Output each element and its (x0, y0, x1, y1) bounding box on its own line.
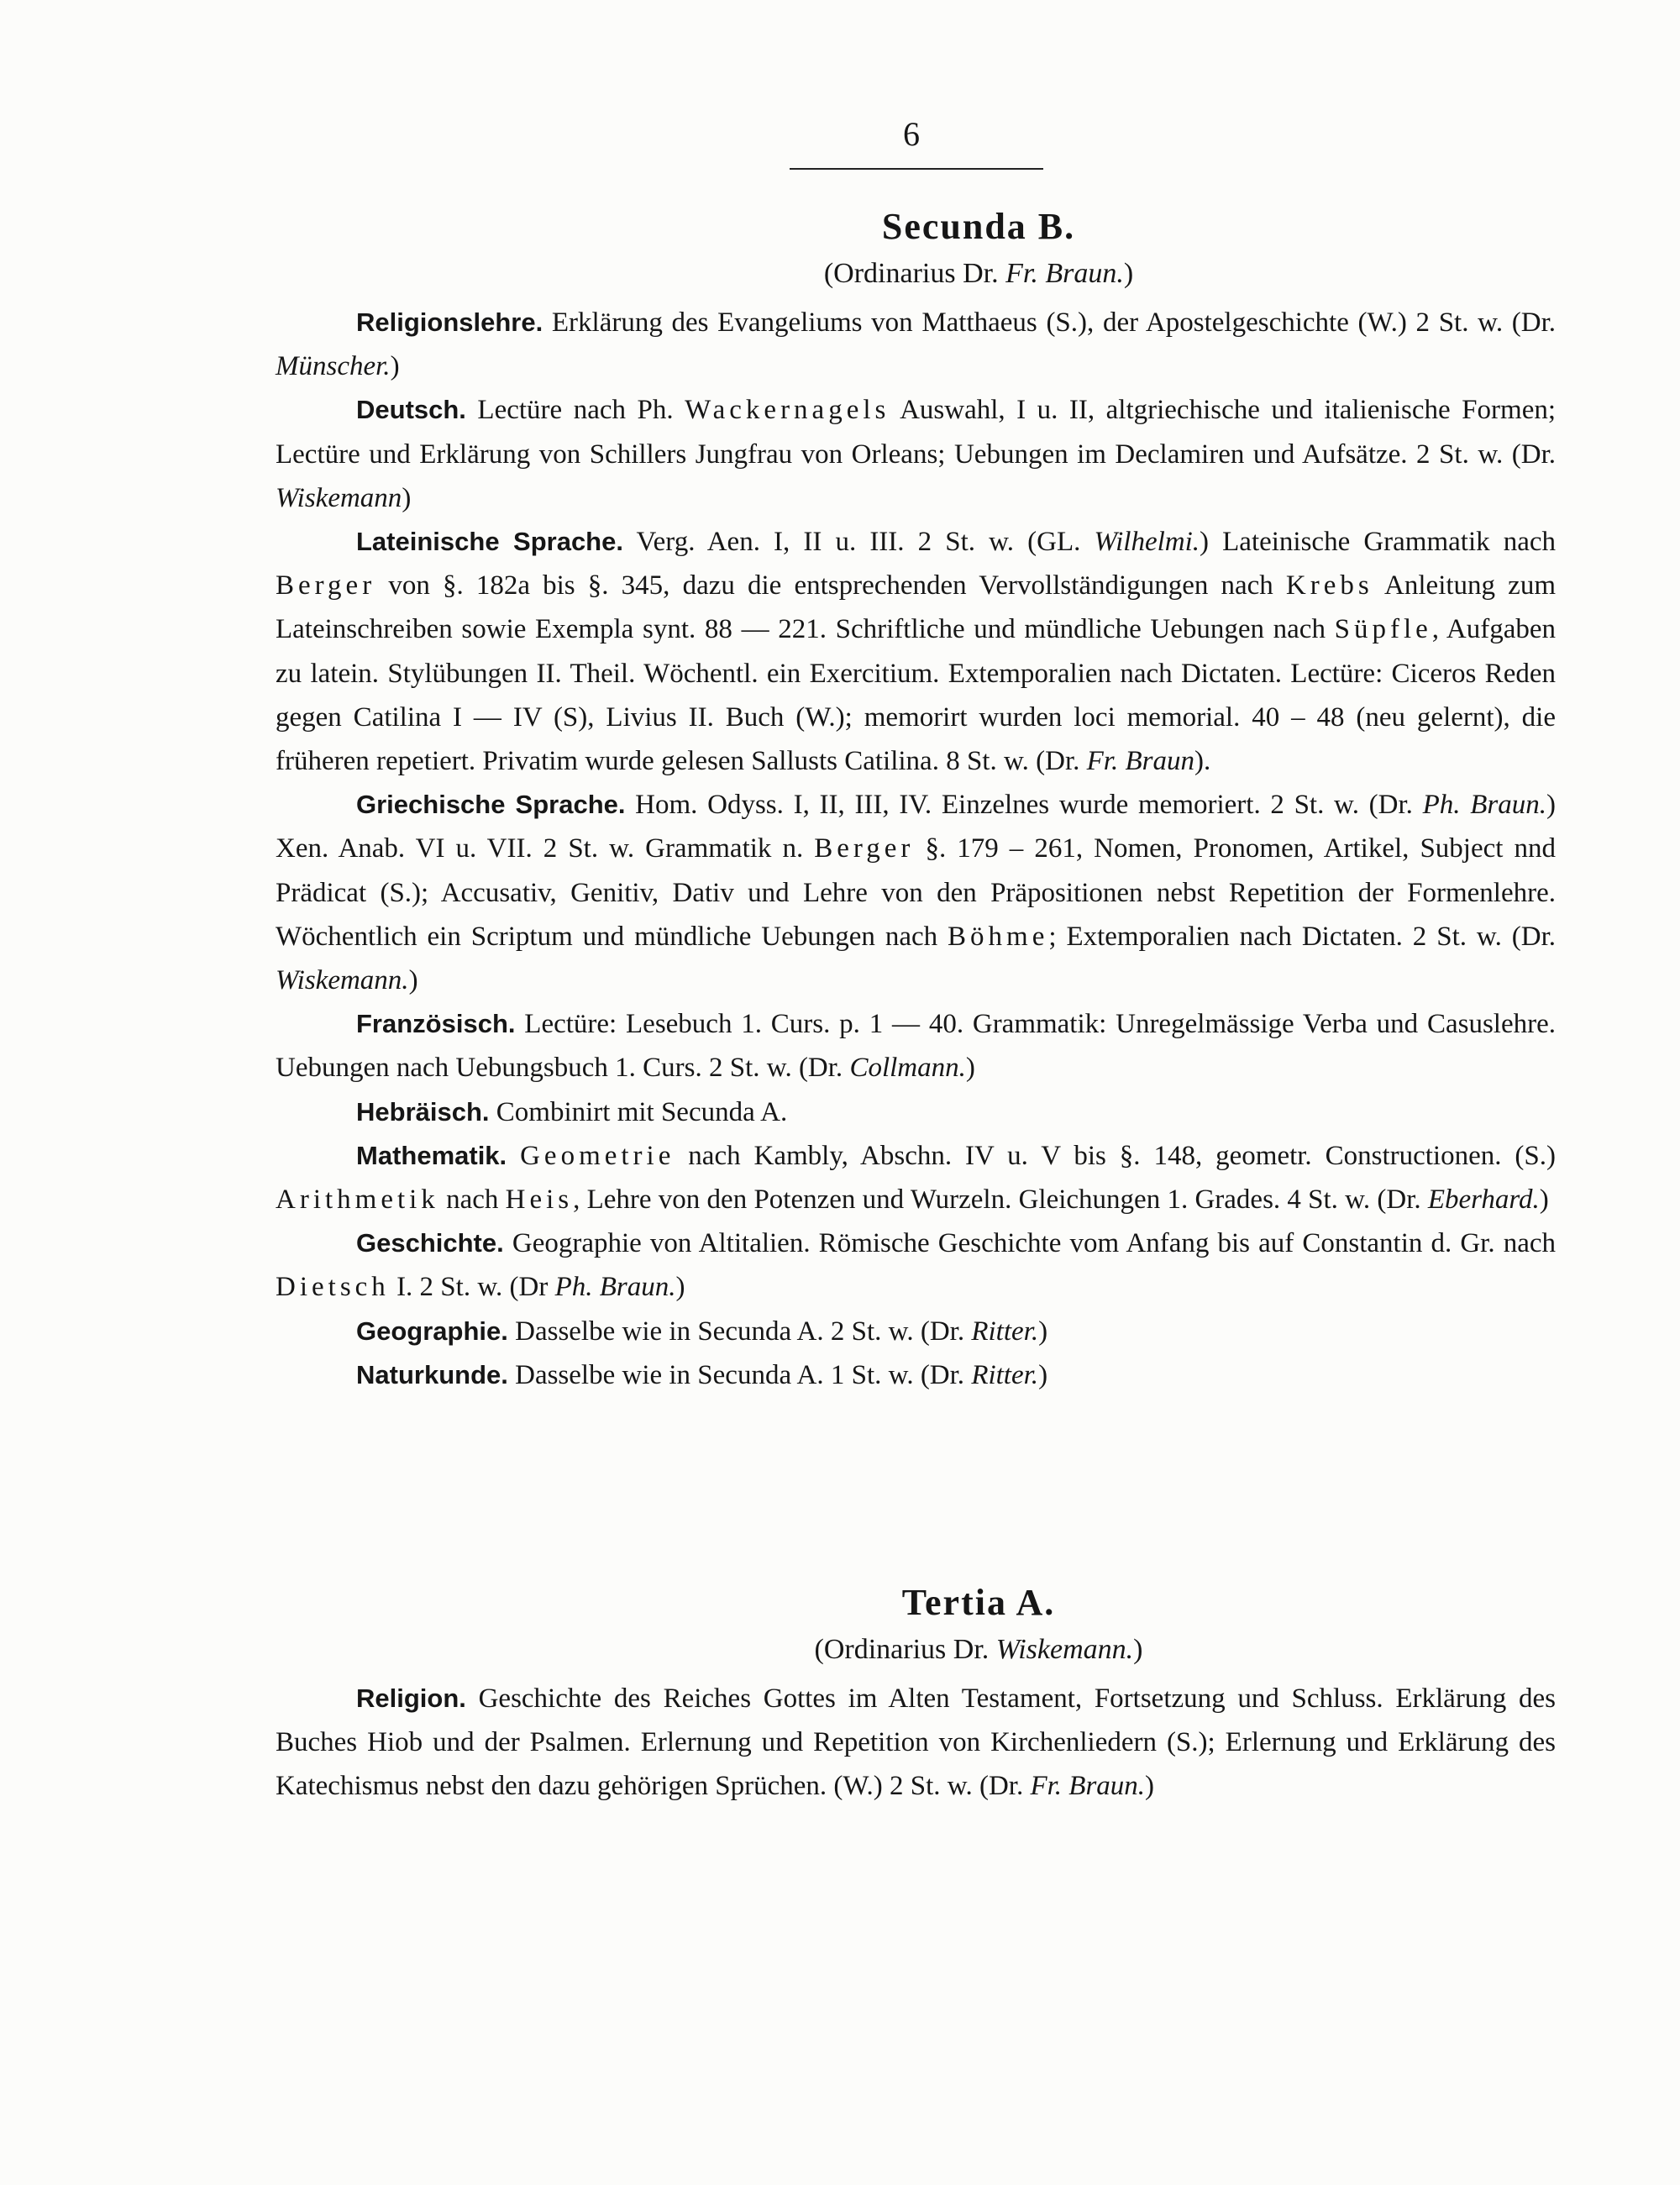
subject-text: ) (675, 1272, 685, 1303)
teacher-name: Ritter. (971, 1316, 1039, 1347)
subject-paragraph (276, 783, 1556, 1002)
teacher-name: Wilhelmi. (1094, 527, 1200, 558)
subject-paragraph (276, 388, 1556, 520)
section-tertia-a (276, 1578, 1556, 1809)
subject-text: Wackernagels (685, 395, 890, 426)
subject-text: Dietsch (276, 1272, 390, 1303)
subject-text: Anleitung zum Lateinschreiben sowie Exempla synt. 88 — 221. Schriftliche und mündliche Uebungen nach (276, 570, 1556, 645)
subject-text: Berger (276, 570, 376, 601)
subject-label: Naturkunde. (356, 1359, 508, 1389)
page-header (0, 115, 1680, 153)
subject-list (276, 1677, 1556, 1809)
subject-label: Geschichte. (356, 1228, 504, 1258)
subject-text: ) Lateinische Grammatik nach (1200, 527, 1557, 558)
subject-paragraph (276, 1310, 1556, 1353)
subject-text: ) Xen. Anab. VI u. VII. 2 St. w. Grammatik n. (276, 790, 1556, 864)
subject-text: ) (1145, 1771, 1155, 1802)
subject-label: Religion. (356, 1683, 466, 1713)
subject-paragraph (276, 1134, 1556, 1221)
subject-text: §. 179 – 261, Nomen, Pronomen, Artikel, Subject nnd Prädicat (S.); Accusativ, Genitiv, Dativ und Lehre von den Präpositionen nebst Repetition der Formenlehre. Wöchentlich ein Scriptum und mündliche Uebungen nach (276, 833, 1556, 952)
subject-text: Erklärung des Evangeliums von Matthaeus (S.), der Apostelgeschichte (W.) 2 St. w. (Dr. (543, 307, 1556, 338)
subject-text: Arithmetik (276, 1184, 439, 1216)
subject-label: Geographie. (356, 1316, 508, 1346)
subject-text: Berger (814, 833, 915, 864)
teacher-name: Ph. Braun. (554, 1272, 676, 1303)
teacher-name: Ph. Braun. (1422, 790, 1546, 821)
subject-text: I. 2 St. w. (Dr (389, 1272, 555, 1303)
subject-text: ) (402, 482, 412, 513)
subject-label: Lateinische Sprache. (356, 527, 623, 557)
subject-paragraph (276, 301, 1556, 388)
subject-text: Geometrie (520, 1140, 675, 1171)
subject-list (276, 301, 1556, 1397)
teacher-name: Eberhard. (1427, 1184, 1540, 1216)
subject-paragraph (276, 1090, 1556, 1134)
subject-text: nach (438, 1184, 506, 1216)
subject-text: Lectüre: Lesebuch 1. Curs. p. 1 — 40. Grammatik: Unregelmässige Verba und Casuslehre. Uebungen nach Uebungsbuch 1. Curs. 2 St. w. (Dr. (276, 1009, 1556, 1084)
subject-text: , Lehre von den Potenzen und Wurzeln. Gleichungen 1. Grades. 4 St. w. (Dr. (573, 1184, 1428, 1216)
subject-text: ) (390, 351, 400, 382)
subject-text: ) (1539, 1184, 1549, 1216)
subject-label: Französisch. (356, 1009, 516, 1039)
subject-text: Krebs (1285, 570, 1373, 601)
subject-paragraph (276, 1677, 1556, 1809)
subject-text: Combinirt mit Secunda A. (489, 1096, 788, 1127)
page-number: 6 (903, 115, 920, 153)
teacher-name: Ritter. (971, 1359, 1039, 1390)
ordinarius-name: Wiskemann. (995, 1634, 1134, 1665)
subject-text: Auswahl, I u. II, altgriechische und italienische Formen; Lectüre und Erklärung von Schillers Jungfrau von Orleans; Uebungen im Declamiren und Aufsätze. 2 St. w. (Dr. (276, 395, 1557, 470)
subject-text: Böhme (948, 921, 1049, 952)
ordinarius-name: Fr. Braun. (1005, 258, 1124, 289)
header-rule (790, 168, 1043, 170)
subject-label: Deutsch. (356, 395, 466, 425)
subject-paragraph (276, 1221, 1556, 1309)
teacher-name: Collmann. (849, 1053, 966, 1084)
section-title: Secunda B. (881, 206, 1076, 247)
subject-text: ) (965, 1053, 975, 1084)
section-secunda-b (276, 202, 1556, 1397)
subject-text: ) (408, 965, 418, 996)
subject-text: Geographie von Altitalien. Römische Geschichte vom Anfang bis auf Constantin d. Gr. nach (503, 1228, 1556, 1259)
teacher-name: Wiskemann. (276, 965, 409, 996)
subject-label: Hebräisch. (356, 1096, 490, 1127)
subject-text: Süpfle (1334, 614, 1432, 645)
subject-paragraph (276, 1002, 1556, 1090)
subject-text: ; Extemporalien nach Dictaten. 2 St. w. (Dr. (1048, 921, 1556, 952)
ordinarius-line (402, 1628, 1556, 1672)
subject-text: ) (1038, 1359, 1048, 1390)
section-title: Tertia A. (901, 1582, 1056, 1623)
subject-text: ) (1038, 1316, 1048, 1347)
ordinarius-suffix: ) (1123, 258, 1134, 289)
subject-text: Dasselbe wie in Secunda A. 1 St. w. (Dr. (507, 1359, 972, 1390)
subject-label: Religionslehre. (356, 307, 543, 337)
subject-text: Dasselbe wie in Secunda A. 2 St. w. (Dr. (507, 1316, 972, 1347)
subject-text (507, 1141, 520, 1171)
subject-text: Verg. Aen. I, II u. III. 2 St. w. (GL. (622, 527, 1095, 558)
subject-text: , Aufgaben zu latein. Stylübungen II. Theil. Wöchentl. ein Exercitium. Extemporalien nach Dictaten. Lectüre: Ciceros Reden gegen Catilina I — IV (S), Livius II. Buch (W.); memorirt wurden loci memorial. 40 – 48 (neu gelernt), die früheren repetiert. Privatim wurde gelesen Sallusts Catilina. 8 St. w. (Dr. (276, 614, 1557, 777)
teacher-name: Fr. Braun (1086, 746, 1194, 777)
subject-text: ). (1194, 746, 1211, 777)
ordinarius-suffix: ) (1133, 1634, 1143, 1665)
subject-text: Lectüre nach Ph. (465, 395, 685, 426)
subject-label: Griechische Sprache. (356, 790, 626, 820)
teacher-name: Münscher. (276, 351, 391, 382)
teacher-name: Wiskemann (276, 482, 402, 513)
subject-text: Heis (505, 1184, 574, 1216)
subject-paragraph (276, 1353, 1556, 1397)
ordinarius-line (402, 252, 1556, 296)
subject-text: von §. 182a bis §. 345, dazu die entsprechenden Vervollständigungen nach (375, 570, 1286, 601)
teacher-name: Fr. Braun. (1030, 1771, 1146, 1802)
subject-text: Geschichte des Reiches Gottes im Alten Testament, Fortsetzung und Schluss. Erklärung des Buches Hiob und der Psalmen. Erlernung und Repetition von Kirchenliedern (S.); Erlernung und Erklärung des Katechismus nebst den dazu gehörigen Sprüchen. (W.) 2 St. w. (Dr. (276, 1683, 1556, 1802)
subject-text: nach Kambly, Abschn. IV u. V bis §. 148, geometr. Constructionen. (S.) (675, 1140, 1556, 1171)
ordinarius-prefix: (Ordinarius Dr. (823, 258, 1006, 289)
subject-paragraph (276, 520, 1556, 783)
subject-text: Hom. Odyss. I, II, III, IV. Einzelnes wurde memoriert. 2 St. w. (Dr. (625, 790, 1423, 821)
subject-label: Mathematik. (356, 1140, 507, 1170)
ordinarius-prefix: (Ordinarius Dr. (814, 1634, 996, 1665)
